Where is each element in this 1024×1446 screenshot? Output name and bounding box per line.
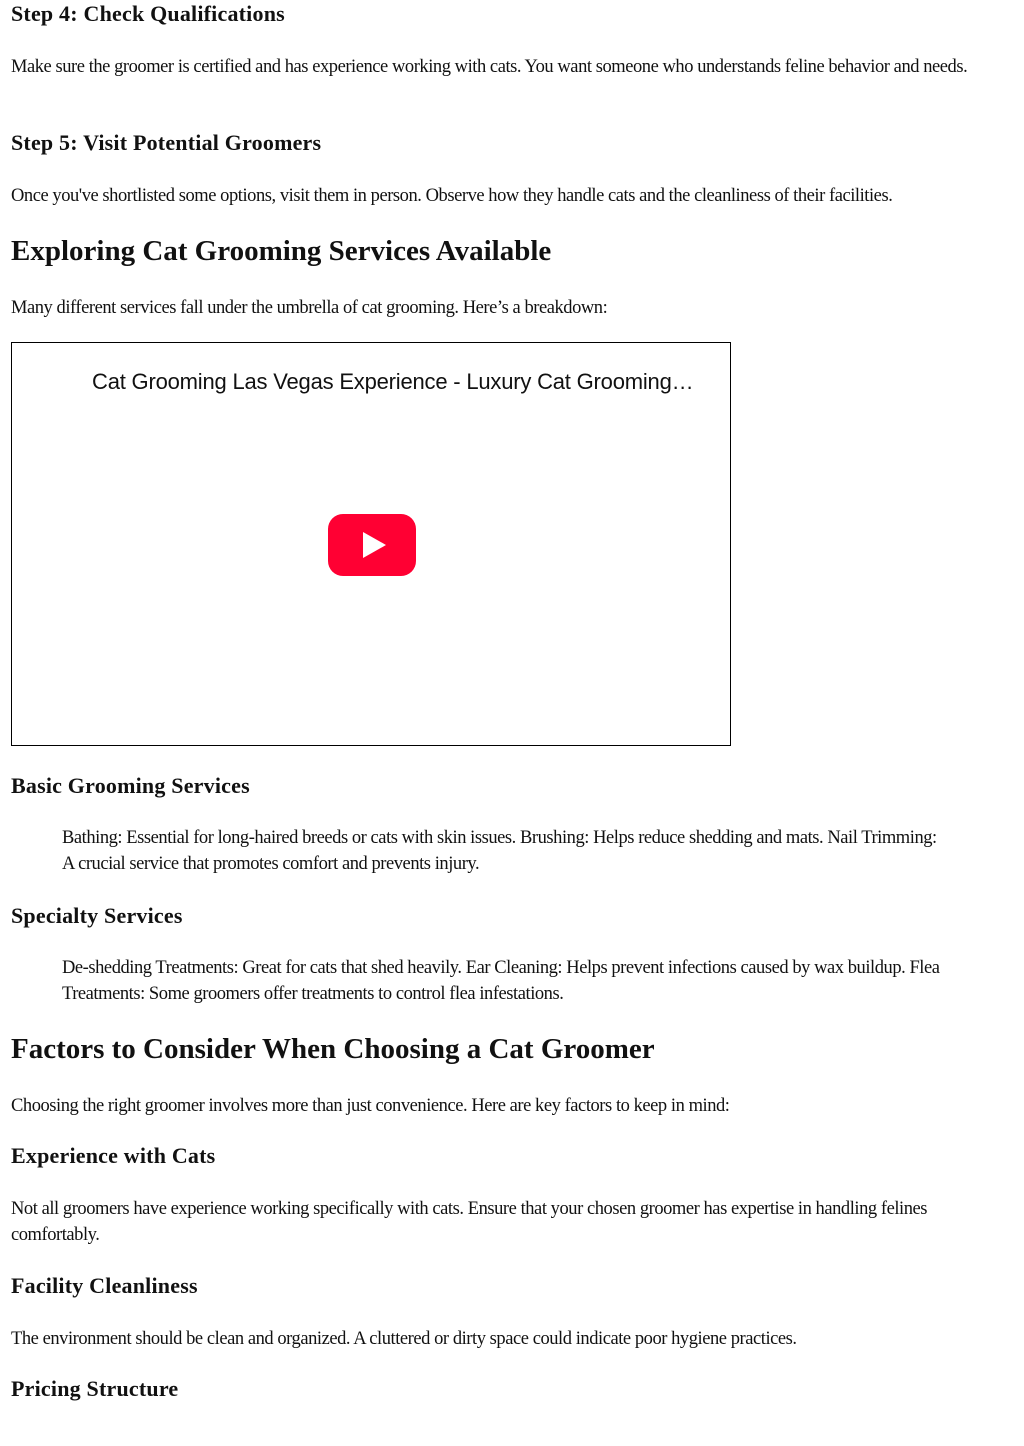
specialty-list: De-shedding Treatments: Great for cats that shed heavily. Ear Cleaning: Helps prevent infections caused by wax buildup. Flea Treatments: Some groomers offer treatments to control flea infestations. [62,958,940,1004]
step5-paragraph: Once you've shortlisted some options, visit them in person. Observe how they handle cats and the cleanliness of their facilities. [11,186,893,206]
video-title[interactable]: Cat Grooming Las Vegas Experience - Luxury Cat Grooming… [92,369,694,394]
step4-paragraph: Make sure the groomer is certified and has experience working with cats. You want someone who understands feline behavior and needs. [11,57,968,77]
experience-paragraph: Not all groomers have experience working specifically with cats. Ensure that your chosen groomer has expertise in handling felines comfortably. [11,1199,928,1245]
youtube-play-icon[interactable] [328,514,416,576]
basic-grooming-list: Bathing: Essential for long-haired breeds or cats with skin issues. Brushing: Helps reduce shedding and mats. Nail Trimming: A crucial service that promotes comfort and prevents injury. [62,828,937,874]
video-embed[interactable] [11,342,731,746]
factors-heading: Factors to Consider When Choosing a Cat Groomer [11,1033,655,1065]
basic-grooming-heading: Basic Grooming Services [11,773,250,798]
factors-intro: Choosing the right groomer involves more than just convenience. Here are key factors to keep in mind: [11,1096,730,1116]
specialty-heading: Specialty Services [11,903,183,928]
pricing-heading: Pricing Structure [11,1376,179,1401]
facility-heading: Facility Cleanliness [11,1273,198,1298]
facility-paragraph: The environment should be clean and organized. A cluttered or dirty space could indicate poor hygiene practices. [11,1329,797,1349]
exploring-intro: Many different services fall under the umbrella of cat grooming. Here’s a breakdown: [11,298,608,318]
step5-heading: Step 5: Visit Potential Groomers [11,130,322,155]
exploring-heading: Exploring Cat Grooming Services Available [11,235,552,267]
step4-heading: Step 4: Check Qualifications [11,1,285,26]
experience-heading: Experience with Cats [11,1143,216,1168]
